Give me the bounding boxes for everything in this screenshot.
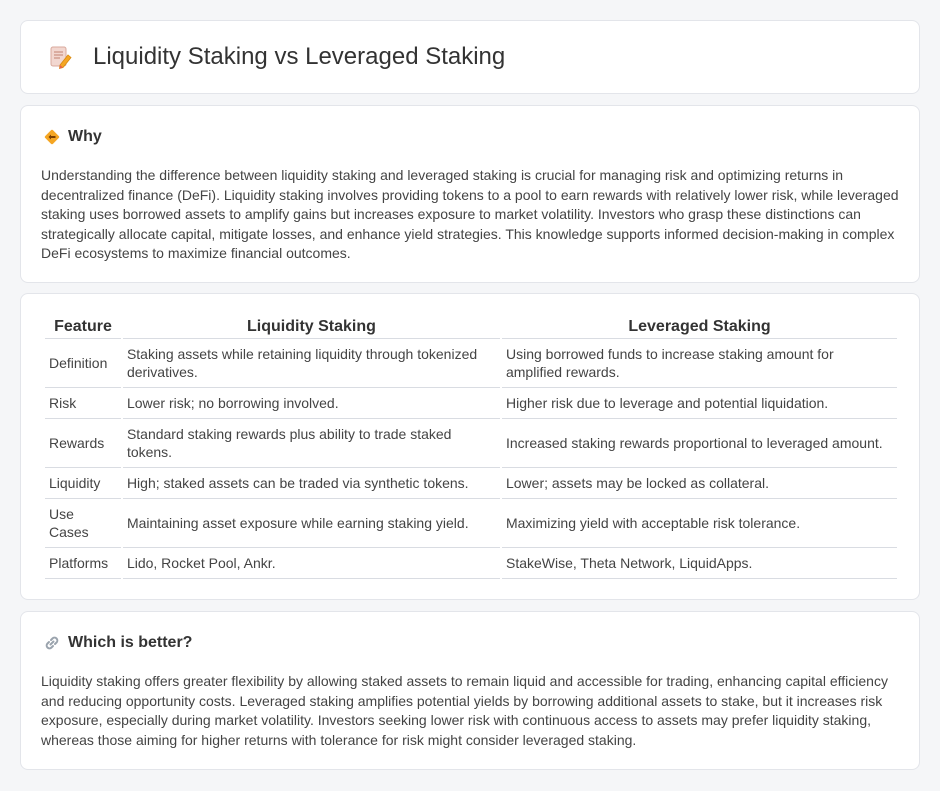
leveraged-cell: Lower; assets may be locked as collateral.	[502, 468, 897, 499]
table-header-row	[45, 316, 897, 339]
table-row	[45, 419, 897, 468]
table-row	[45, 339, 897, 388]
feature-cell: Rewards	[45, 419, 121, 468]
liquidity-cell: Lower risk; no borrowing involved.	[123, 388, 500, 419]
why-title: Why	[68, 128, 102, 145]
why-header	[43, 128, 102, 146]
better-header	[43, 634, 192, 652]
table-row	[45, 468, 897, 499]
page-title: Liquidity Staking vs Leveraged Staking	[93, 43, 506, 70]
document-pen-icon	[47, 44, 73, 70]
better-body: Liquidity staking offers greater flexibility by allowing staked assets to remain liquid and accessible for trading, enhancing capital efficiency and reducing opportunity costs. Leveraged staking amplifies potential yields by borrowing additional assets to stake, but it increases risk exposure, especially during market volatility. Investors seeking lower risk with continuous access to assets may prefer liquidity staking, whereas those aiming for higher returns with tolerance for risk might consider leveraged staking.	[41, 673, 888, 748]
liquidity-cell: Staking assets while retaining liquidity through tokenized derivatives.	[123, 339, 500, 388]
title-card	[20, 20, 920, 94]
liquidity-cell: Standard staking rewards plus ability to trade staked tokens.	[123, 419, 500, 468]
comparison-section	[20, 293, 920, 600]
liquidity-cell: High; staked assets can be traded via synthetic tokens.	[123, 468, 500, 499]
feature-cell: Use Cases	[45, 499, 121, 548]
header-liquidity-staking: Liquidity Staking	[123, 316, 500, 339]
table-row	[45, 499, 897, 548]
leveraged-cell: StakeWise, Theta Network, LiquidApps.	[502, 548, 897, 579]
why-body: Understanding the difference between liquidity staking and leveraged staking is crucial for managing risk and optimizing returns in decentralized finance (DeFi). Liquidity staking involves providing tokens to a pool to earn rewards with relatively lower risk, while leveraged staking uses borrowed assets to amplify gains but increases exposure to market volatility. Investors who grasp these distinctions can strategically allocate capital, mitigate losses, and enhance yield strategies. This knowledge supports informed decision-making in complex DeFi ecosystems to maximize financial outcomes.	[41, 167, 899, 261]
feature-cell: Risk	[45, 388, 121, 419]
leveraged-cell: Increased staking rewards proportional to leveraged amount.	[502, 419, 897, 468]
leveraged-cell: Higher risk due to leverage and potential liquidation.	[502, 388, 897, 419]
link-icon	[43, 634, 61, 652]
liquidity-cell: Maintaining asset exposure while earning staking yield.	[123, 499, 500, 548]
liquidity-cell: Lido, Rocket Pool, Ankr.	[123, 548, 500, 579]
title-row	[21, 21, 919, 93]
feature-cell: Liquidity	[45, 468, 121, 499]
feature-cell: Definition	[45, 339, 121, 388]
why-section	[20, 105, 920, 283]
better-section	[20, 611, 920, 770]
feature-cell: Platforms	[45, 548, 121, 579]
leveraged-cell: Using borrowed funds to increase staking amount for amplified rewards.	[502, 339, 897, 388]
header-leveraged-staking: Leveraged Staking	[502, 316, 897, 339]
comparison-table	[43, 316, 899, 579]
leveraged-cell: Maximizing yield with acceptable risk tolerance.	[502, 499, 897, 548]
table-row	[45, 388, 897, 419]
better-title: Which is better?	[68, 634, 193, 651]
diamond-arrows-icon	[43, 128, 61, 146]
table-row	[45, 548, 897, 579]
header-feature: Feature	[45, 316, 121, 339]
